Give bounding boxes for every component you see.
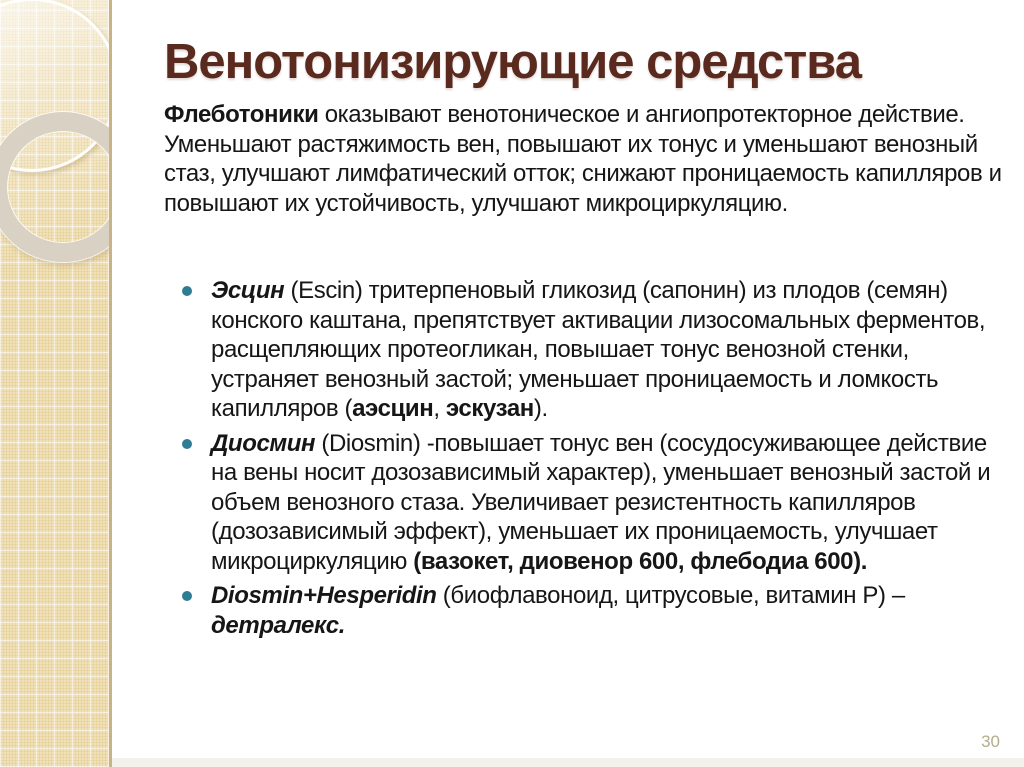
page-number: 30 (981, 732, 1000, 751)
bullet-icon (182, 439, 192, 449)
decorative-ring-icon (0, 112, 112, 262)
bullet-text: Эсцин (Escin) тритерпеновый гликозид (сапонин) из плодов (семян) конского каштана, препятствует активации лизосомальных ферментов, расщепляющих протеогликан, повышает тонус венозной стенки, устраняет венозный застой; уменьшает проницаемость и ломкость капилляров (аэсцин, эскузан). (211, 277, 986, 422)
bullet-icon (182, 591, 192, 601)
left-decorative-strip (0, 0, 112, 767)
intro-paragraph: Флеботоники оказывают венотоническое и ангиопротекторное действие. Уменьшают растяжимость вен, повышают их тонус и уменьшают венозный стаз, улучшают лимфатический отток; снижают проницаемость капилляров и повышают их устойчивость, улучшают микроциркуляцию. (164, 101, 1002, 217)
bullet-list (180, 276, 1012, 645)
bullet-item-diosmin-hesperidin (180, 581, 1012, 640)
bullet-item-escin (180, 276, 1012, 424)
bullet-text: Диосмин (Diosmin) -повышает тонус вен (сосудосуживающее действие на вены носит дозозависимый характер), уменьшает венозный застой и объем венозного стаза. Увеличивает резистентность капилляров (дозозависимый эффект), уменьшает их проницаемость, улучшает микроциркуляцию (вазокет, диовенор 600, флебодиа 600). (211, 429, 991, 575)
bullet-icon (182, 286, 192, 296)
bullet-item-diosmin (180, 429, 1012, 577)
bullet-text: Diosmin+Hesperidin (биофлавоноид, цитрусовые, витамин Р) – детралекс. (211, 582, 905, 639)
slide-title: Венотонизирующие средства (164, 35, 862, 89)
bottom-band (112, 758, 1024, 767)
